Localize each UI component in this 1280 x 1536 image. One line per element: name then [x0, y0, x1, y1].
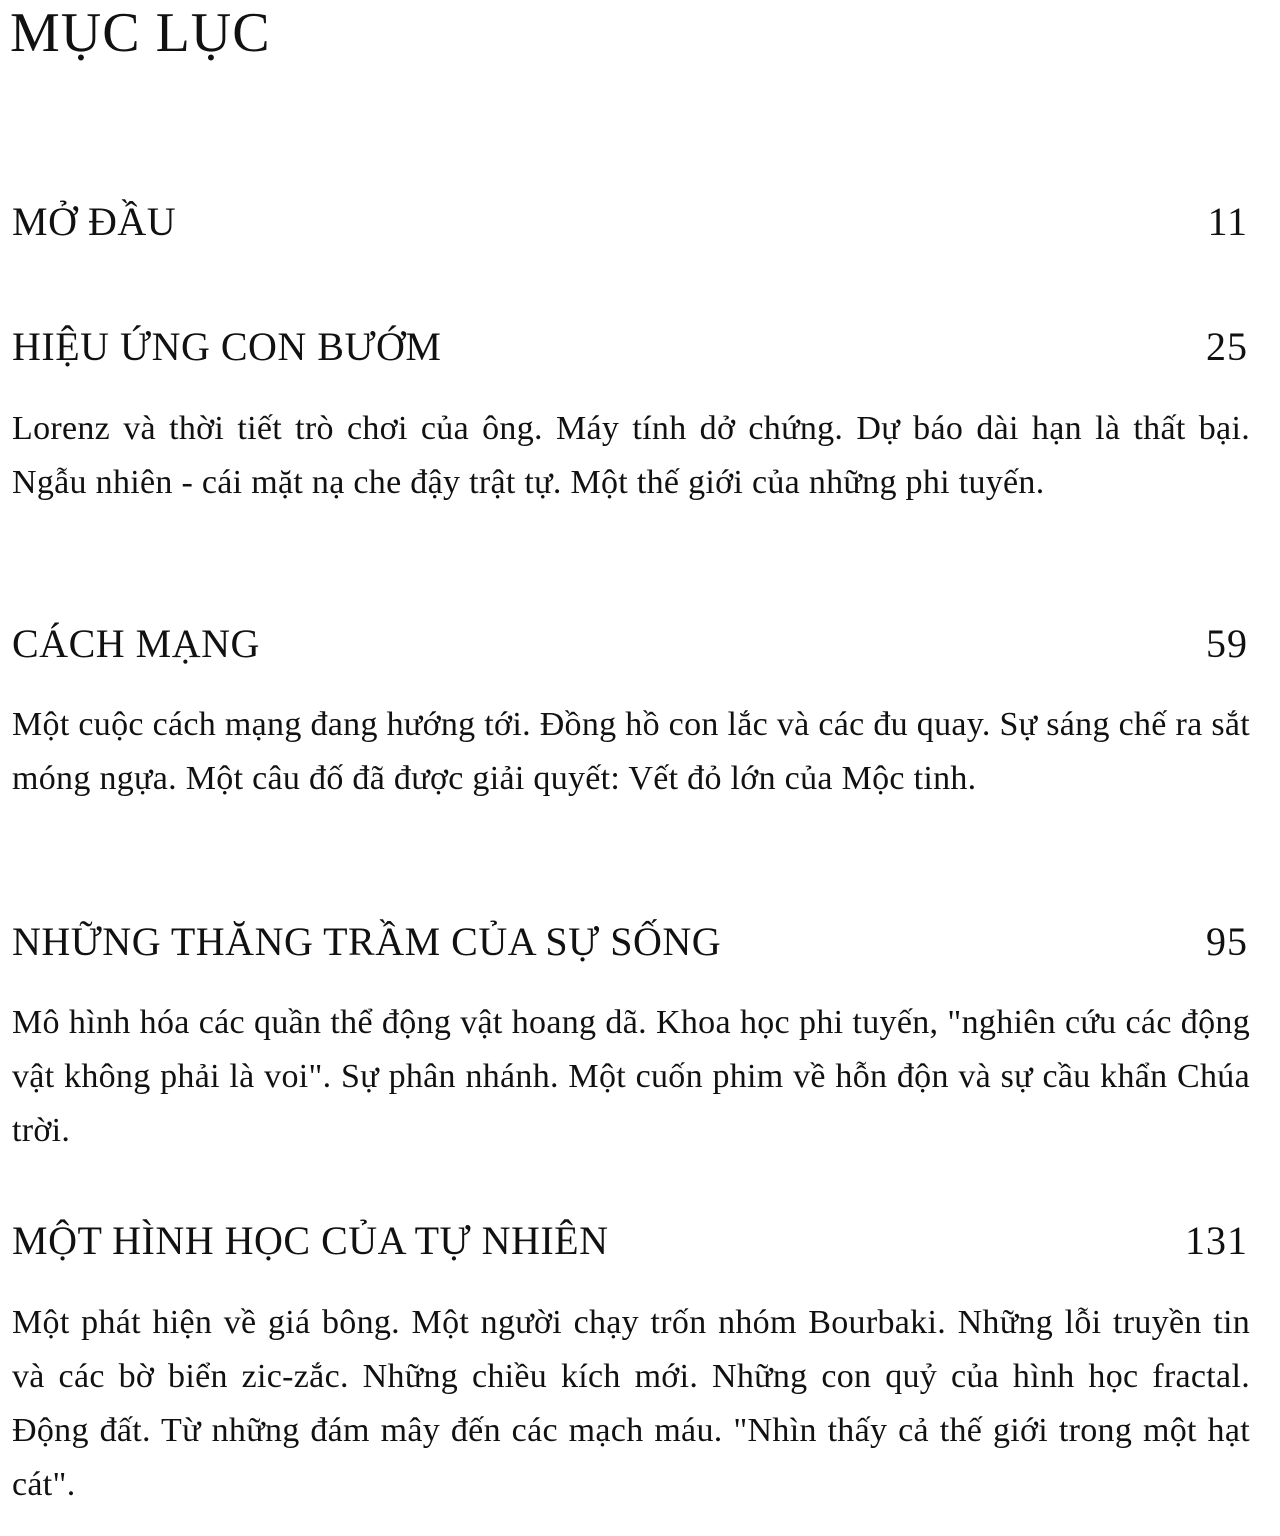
chapter-title: HIỆU ỨNG CON BƯỚM: [12, 324, 442, 369]
page-title: MỤC LỤC: [10, 2, 271, 64]
page-number: 131: [1185, 1218, 1248, 1263]
chapter-title: CÁCH MẠNG: [12, 621, 260, 666]
chapter-title: MỞ ĐẦU: [12, 199, 177, 244]
chapter-summary: Lorenz và thời tiết trò chơi của ông. Máy tính dở chứng. Dự báo dài hạn là thất bại. Ngẫu nhiên - cái mặt nạ che đậy trật tự. Một thế giới của những phi tuyến.: [12, 410, 1250, 501]
toc-entry-heading-row: [12, 620, 1248, 668]
toc-entry-heading-row: [12, 198, 1248, 246]
page-number: 11: [1207, 199, 1248, 244]
page-number: 95: [1206, 919, 1248, 964]
page-number: 25: [1206, 324, 1248, 369]
chapter-summary: Mô hình hóa các quần thể động vật hoang dã. Khoa học phi tuyến, "nghiên cứu các động vật không phải là voi". Sự phân nhánh. Một cuốn phim về hỗn độn và sự cầu khẩn Chúa trời.: [12, 1004, 1250, 1149]
toc-entry-heading-row: [12, 323, 1248, 371]
page-number: 59: [1206, 621, 1248, 666]
chapter-title: NHỮNG THĂNG TRẦM CỦA SỰ SỐNG: [12, 919, 722, 964]
chapter-title: MỘT HÌNH HỌC CỦA TỰ NHIÊN: [12, 1218, 609, 1263]
chapter-summary: Một cuộc cách mạng đang hướng tới. Đồng hồ con lắc và các đu quay. Sự sáng chế ra sắt móng ngựa. Một câu đố đã được giải quyết: Vết đỏ lớn của Mộc tinh.: [12, 706, 1250, 797]
toc-entry-heading-row: [12, 1217, 1248, 1265]
chapter-summary: Một phát hiện về giá bông. Một người chạy trốn nhóm Bourbaki. Những lỗi truyền tin và các bờ biển zic-zắc. Những chiều kích mới. Những con quỷ của hình học fractal. Động đất. Từ những đám mây đến các mạch máu. "Nhìn thấy cả thế giới trong một hạt cát".: [12, 1304, 1250, 1503]
toc-entry-heading-row: [12, 918, 1248, 966]
